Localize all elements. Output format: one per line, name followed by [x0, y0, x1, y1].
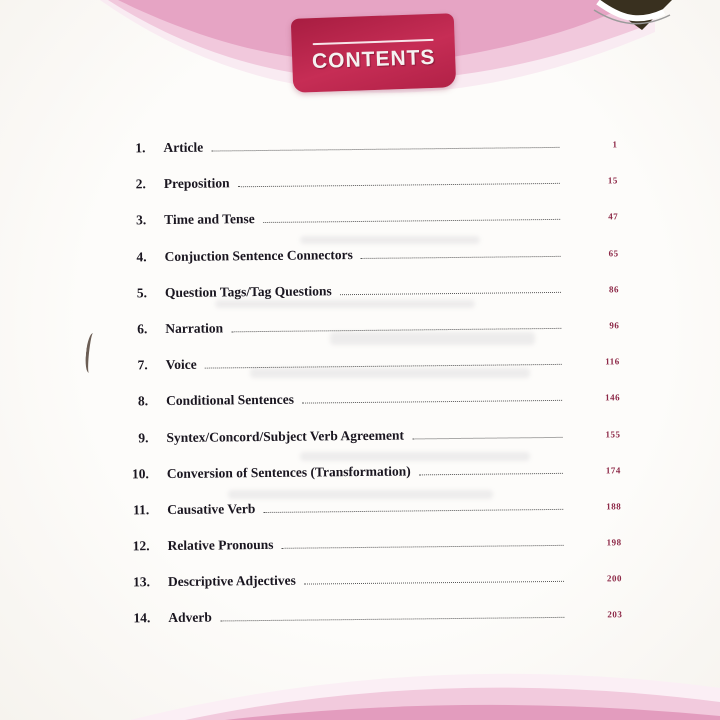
toc-leader-dots [412, 425, 563, 439]
toc-entry-title: Question Tags/Tag Questions [164, 283, 332, 300]
toc-leader-dots [361, 244, 561, 258]
toc-entry-title: Conjuction Sentence Connectors [164, 246, 353, 264]
toc-entry-page: 198 [606, 537, 622, 548]
bleedthrough-text [330, 332, 535, 345]
toc-row [96, 171, 618, 213]
toc-leader-dots [211, 136, 559, 152]
toc-entry-page: 86 [608, 284, 619, 295]
table-of-contents [95, 135, 622, 647]
bleedthrough-text [300, 452, 530, 461]
page-title: CONTENTS [311, 45, 436, 74]
toc-entry-page: 96 [609, 320, 620, 331]
toc-leader-dots [231, 317, 561, 332]
toc-entry-number: 1. [135, 140, 146, 156]
toc-entry-title: Preposition [163, 175, 230, 192]
bottom-arc-decoration [0, 640, 720, 720]
toc-entry-number: 5. [136, 284, 148, 301]
toc-row [100, 570, 622, 612]
toc-entry-title: Relative Pronouns [167, 536, 274, 554]
toc-entry-number: 2. [135, 176, 146, 192]
toc-entry-page: 188 [606, 501, 622, 512]
toc-entry-page: 155 [605, 428, 621, 439]
toc-entry-page: 47 [608, 211, 619, 222]
toc-entry-title: Time and Tense [164, 211, 255, 228]
toc-entry-number: 9. [138, 429, 149, 445]
toc-leader-dots [304, 570, 564, 585]
toc-leader-dots [302, 389, 562, 404]
bleedthrough-text [215, 300, 475, 308]
toc-leader-dots [237, 172, 559, 187]
toc-entry-title: Syntex/Concord/Subject Verb Agreement [166, 427, 405, 445]
toc-leader-dots [419, 462, 563, 476]
toc-row [100, 533, 622, 575]
toc-entry-number: 13. [133, 574, 151, 590]
toc-entry-number: 7. [137, 357, 148, 373]
toc-entry-page: 200 [606, 573, 623, 584]
toc-entry-number: 3. [135, 212, 147, 228]
toc-entry-number: 14. [133, 610, 151, 626]
toc-entry-number: 4. [136, 248, 147, 264]
toc-leader-dots [205, 353, 562, 369]
toc-row [99, 497, 621, 539]
toc-entry-number: 11. [133, 502, 150, 518]
toc-entry-number: 6. [137, 321, 148, 337]
toc-entry-title: Conditional Sentences [166, 391, 295, 409]
toc-entry-page: 65 [608, 247, 619, 258]
toc-leader-dots [340, 281, 561, 295]
toc-leader-dots [220, 606, 565, 622]
toc-row [95, 135, 617, 177]
toc-leader-dots [263, 208, 561, 223]
toc-entry-number: 8. [137, 393, 149, 409]
toc-entry-page: 15 [607, 175, 618, 186]
toc-entry-title: Article [163, 139, 204, 156]
toc-entry-page: 174 [605, 464, 621, 476]
bleedthrough-text [300, 236, 480, 244]
toc-entry-title: Descriptive Adjectives [167, 572, 296, 590]
toc-entry-page: 1 [612, 139, 618, 150]
toc-entry-title: Conversion of Sentences (Transformation) [166, 463, 411, 481]
banner-rule-line [313, 39, 434, 45]
toc-entry-title: Voice [165, 356, 197, 373]
toc-entry-title: Adverb [168, 609, 212, 626]
bleedthrough-text [250, 368, 530, 378]
toc-leader-dots [281, 534, 563, 549]
toc-entry-page: 203 [607, 609, 623, 620]
contents-banner [291, 13, 456, 93]
toc-entry-title: Narration [165, 320, 224, 336]
toc-row [96, 244, 618, 286]
toc-entry-page: 146 [605, 392, 621, 403]
toc-entry-title: Causative Verb [167, 500, 256, 517]
bleedthrough-text [228, 490, 493, 499]
toc-entry-number: 10. [131, 465, 149, 482]
toc-row [98, 389, 620, 431]
toc-entry-number: 12. [132, 538, 150, 554]
toc-leader-dots [263, 498, 563, 513]
toc-entry-page: 116 [605, 356, 620, 367]
